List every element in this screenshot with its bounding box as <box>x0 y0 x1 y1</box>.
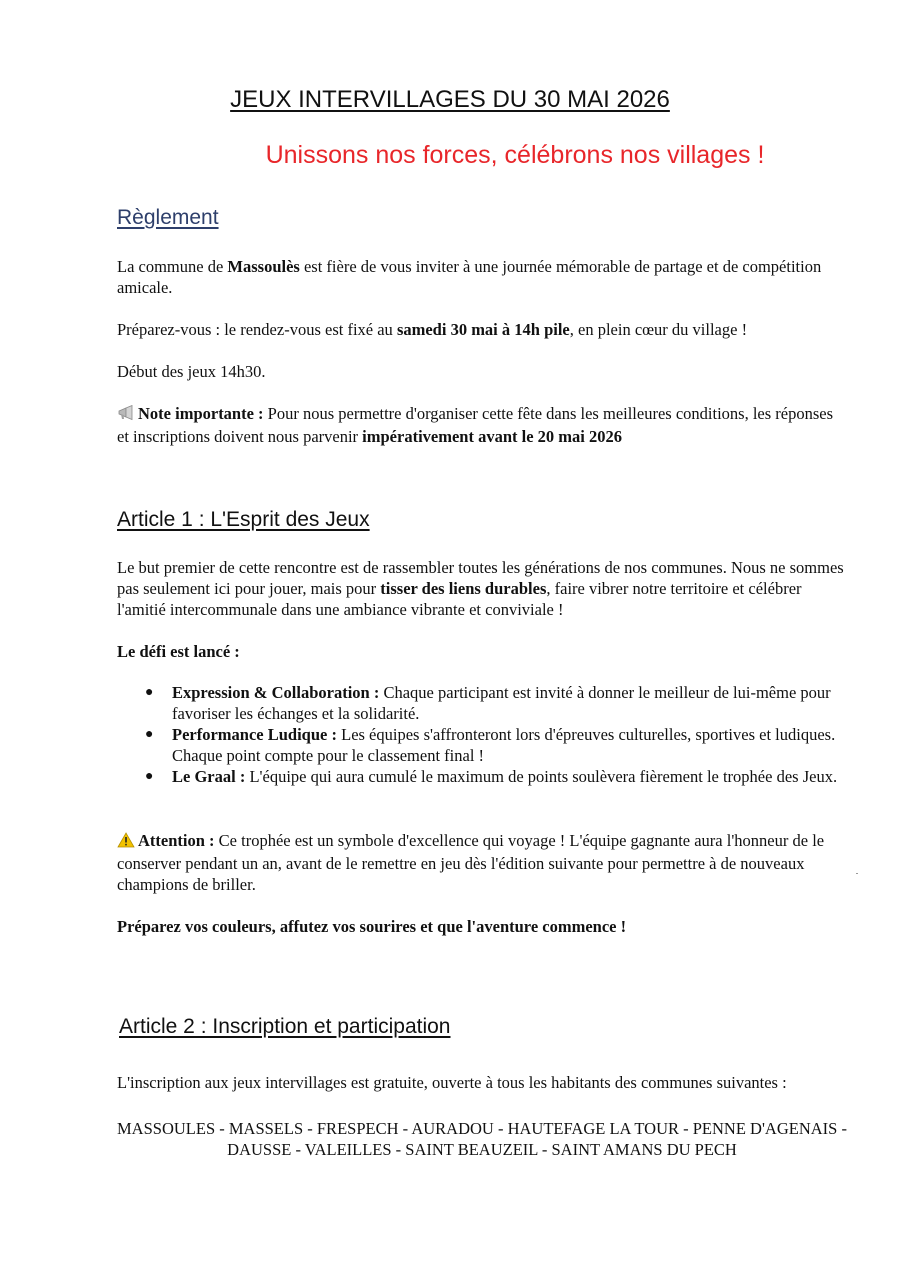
list-item: ● Le Graal : L'équipe qui aura cumulé le maximum de points soulèvera fièrement le trophée des Jeux. <box>145 767 838 786</box>
article-1-heading: Article 1 : L'Esprit des Jeux <box>117 508 370 531</box>
warning-icon <box>117 832 135 853</box>
reglement-paragraph-3: Début des jeux 14h30. <box>117 362 266 381</box>
bullet: ● <box>145 685 154 700</box>
closing-line: Préparez vos couleurs, affutez vos sourires et que l'aventure commence ! <box>117 917 627 936</box>
reglement-heading: Règlement <box>117 206 219 229</box>
defi-label: Le défi est lancé : <box>117 642 240 661</box>
reglement-paragraph-1: La commune de Massoulès est fière de vous inviter à une journée mémorable de partage et de compétition amicale. <box>117 257 822 297</box>
page-title: JEUX INTERVILLAGES DU 30 MAI 2026 <box>230 86 670 113</box>
reglement-paragraph-2: Préparez-vous : le rendez-vous est fixé au samedi 30 mai à 14h pile, en plein cœur du village ! <box>117 320 748 339</box>
article-2-intro: L'inscription aux jeux intervillages est gratuite, ouverte à tous les habitants des communes suivantes : <box>117 1073 787 1092</box>
article-1-intro: Le but premier de cette rencontre est de rassembler toutes les générations de nos communes. Nous ne sommes pas seulement ici pour jouer, mais pour tisser des liens durables, faire vibrer notre territoire et célébrer l'amitié intercommunale dans une ambiance vibrante et conviviale ! <box>117 558 844 619</box>
article-2-heading: Article 2 : Inscription et participation <box>119 1015 451 1038</box>
megaphone-icon <box>117 405 135 426</box>
bullet: ● <box>145 727 154 742</box>
list-item: ● Expression & Collaboration : Chaque participant est invité à donner le meilleur de lui-même pour favoriser les échanges et la solidarité. <box>145 683 831 723</box>
stray-mark <box>856 873 858 874</box>
list-item: ● Performance Ludique : Les équipes s'affronteront lors d'épreuves culturelles, sportives et ludiques. Chaque point compte pour le classement final ! <box>145 725 836 765</box>
defi-list <box>117 682 847 787</box>
note-importante: Note importante : Pour nous permettre d'organiser cette fête dans les meilleures conditions, les réponses et inscriptions doivent nous parvenir impérativement avant le 20 mai 2026 <box>117 404 834 446</box>
bullet: ● <box>145 769 154 784</box>
communes-list: MASSOULES - MASSELS - FRESPECH - AURADOU - HAUTEFAGE LA TOUR - PENNE D'AGENAIS - DAUSSE - VALEILLES - SAINT BEAUZEIL - SAINT AMANS DU PECH <box>117 1119 847 1159</box>
attention-paragraph: Attention : Ce trophée est un symbole d'excellence qui voyage ! L'équipe gagnante aura l'honneur de le conserver pendant un an, avant de le remettre en jeu dès l'édition suivante pour permettre à de nouveaux champions de briller. <box>117 831 825 894</box>
page-subtitle: Unissons nos forces, célébrons nos villages ! <box>265 141 765 169</box>
